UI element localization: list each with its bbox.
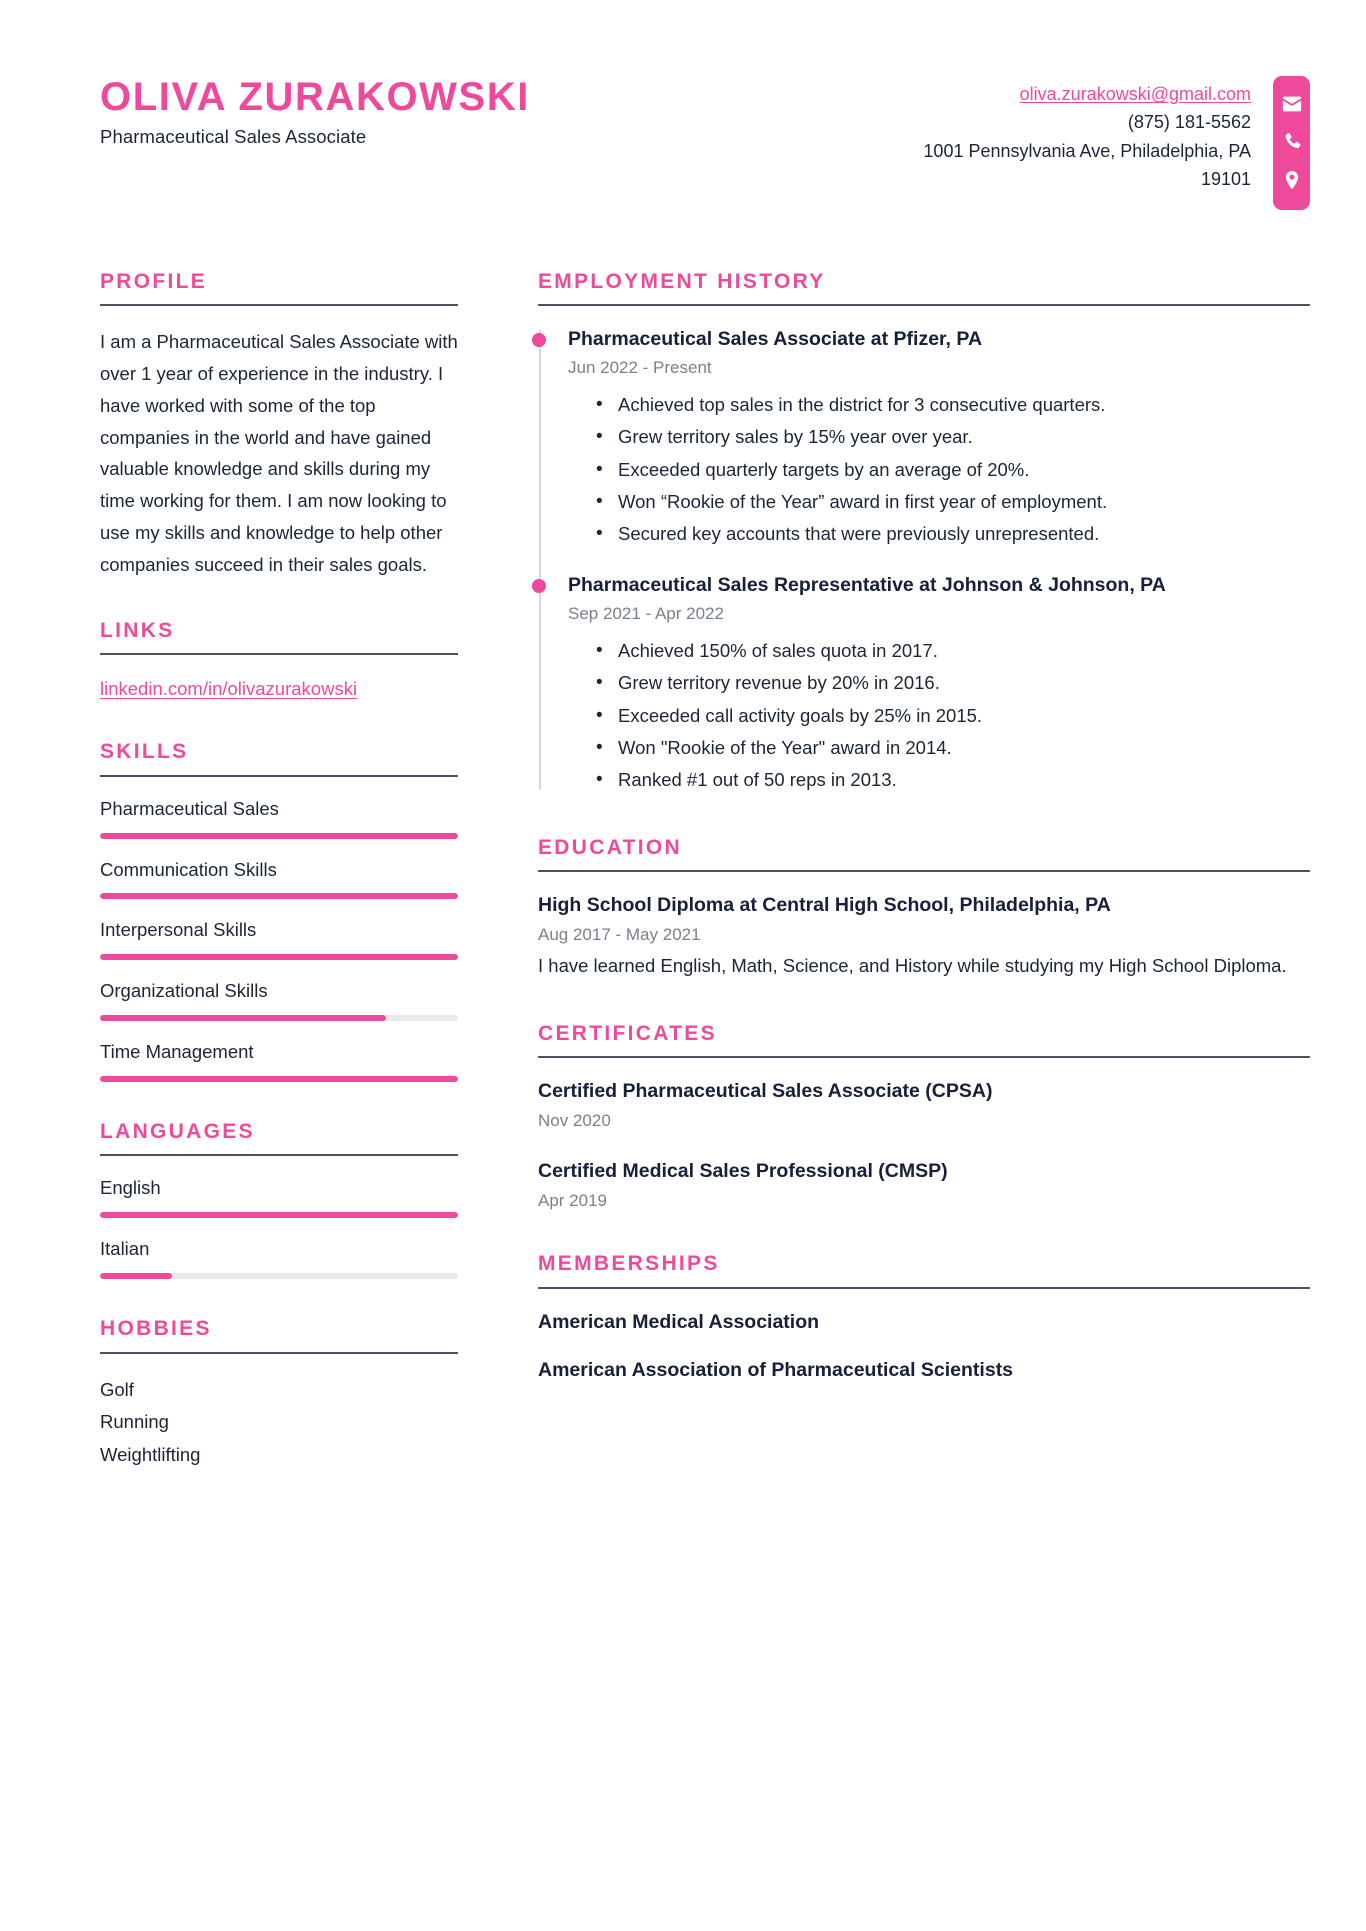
memberships-body bbox=[538, 1289, 1310, 1384]
job-bullet: • Grew territory sales by 15% year over year. bbox=[596, 421, 1310, 453]
list-item: Weightlifting bbox=[100, 1444, 201, 1466]
job-bullet: • Secured key accounts that were previously unrepresented. bbox=[596, 518, 1310, 550]
section-heading-languages: LANGUAGES bbox=[100, 1120, 255, 1144]
language-item bbox=[100, 1176, 458, 1218]
skill-item bbox=[100, 858, 458, 900]
section-profile bbox=[100, 270, 458, 581]
membership-title: American Association of Pharmaceutical Scientists bbox=[538, 1358, 1014, 1381]
skill-bar-fill bbox=[100, 1076, 458, 1082]
section-heading-employment: EMPLOYMENT HISTORY bbox=[538, 270, 826, 293]
certificate-entry bbox=[538, 1158, 1310, 1212]
job-bullet-list bbox=[568, 389, 1310, 550]
section-heading-hobbies: HOBBIES bbox=[100, 1317, 212, 1341]
link-item[interactable]: linkedin.com/in/olivazurakowski bbox=[100, 677, 358, 699]
skill-label: Communication Skills bbox=[100, 858, 277, 880]
language-bar-fill bbox=[100, 1212, 458, 1218]
skill-item bbox=[100, 797, 458, 839]
education-description: I have learned English, Math, Science, and History while studying my High School Diploma. bbox=[538, 955, 1287, 977]
education-entry bbox=[538, 892, 1310, 982]
job-bullet: • Won "Rookie of the Year" award in 2014. bbox=[596, 732, 1310, 764]
certificates-body bbox=[538, 1058, 1310, 1212]
job-bullet: • Exceeded quarterly targets by an average of 20%. bbox=[596, 454, 1310, 486]
contact-details bbox=[923, 62, 1273, 194]
timeline-line bbox=[539, 330, 541, 790]
timeline-dot-icon bbox=[532, 333, 546, 347]
skill-label: Time Management bbox=[100, 1041, 254, 1063]
skill-bar-track bbox=[100, 833, 458, 839]
employment-body bbox=[538, 306, 1310, 796]
education-title: High School Diploma at Central High School, Philadelphia, PA bbox=[538, 894, 1111, 917]
section-certificates bbox=[538, 1022, 1310, 1212]
skill-item bbox=[100, 1040, 458, 1082]
education-date: Aug 2017 - May 2021 bbox=[538, 924, 701, 944]
employment-timeline bbox=[538, 326, 1310, 796]
skill-item bbox=[100, 979, 458, 1021]
certificate-entry bbox=[538, 1078, 1310, 1132]
contact-address-line-2: 19101 bbox=[1200, 169, 1251, 190]
skill-label: Pharmaceutical Sales bbox=[100, 797, 279, 819]
language-label: English bbox=[100, 1177, 161, 1199]
section-heading-memberships: MEMBERSHIPS bbox=[538, 1252, 720, 1276]
section-education bbox=[538, 836, 1310, 982]
section-links bbox=[100, 619, 458, 703]
links-body bbox=[100, 655, 458, 703]
section-memberships bbox=[538, 1252, 1310, 1383]
skill-bar-track bbox=[100, 1076, 458, 1082]
header-contact-block bbox=[923, 62, 1366, 210]
section-heading-certificates: CERTIFICATES bbox=[538, 1022, 717, 1046]
section-heading-skills: SKILLS bbox=[100, 740, 189, 764]
envelope-icon bbox=[1281, 93, 1303, 115]
location-pin-icon bbox=[1281, 169, 1303, 191]
list-item: Golf bbox=[100, 1378, 134, 1400]
certificate-date: Apr 2019 bbox=[538, 1190, 607, 1210]
right-column bbox=[538, 270, 1310, 1421]
certificate-date: Nov 2020 bbox=[538, 1110, 611, 1130]
skill-bar-fill bbox=[100, 1015, 386, 1021]
job-entry bbox=[568, 572, 1310, 796]
list-item: Running bbox=[100, 1411, 169, 1433]
languages-body bbox=[100, 1156, 458, 1279]
page-title: OLIVA ZURAKOWSKI bbox=[100, 75, 531, 119]
job-bullet-list bbox=[568, 635, 1310, 796]
contact-email-line bbox=[923, 80, 1251, 108]
language-bar-track bbox=[100, 1212, 458, 1218]
contact-address-line-1: 1001 Pennsylvania Ave, Philadelphia, PA bbox=[923, 140, 1251, 161]
job-title: Pharmaceutical Sales Representative at Johnson & Johnson, PA bbox=[568, 574, 1166, 597]
left-column bbox=[100, 270, 458, 1510]
job-bullet: • Achieved top sales in the district for 3 consecutive quarters. bbox=[596, 389, 1310, 421]
profile-body bbox=[100, 306, 458, 581]
job-title: Pharmaceutical Sales Associate at Pfizer, PA bbox=[568, 328, 983, 351]
section-heading-profile: PROFILE bbox=[100, 270, 208, 293]
job-date: Jun 2022 - Present bbox=[568, 358, 712, 378]
skill-bar-fill bbox=[100, 833, 458, 839]
language-bar-track bbox=[100, 1273, 458, 1279]
job-bullet: • Achieved 150% of sales quota in 2017. bbox=[596, 635, 1310, 667]
membership-title: American Medical Association bbox=[538, 1310, 820, 1333]
section-employment-history bbox=[538, 270, 1310, 796]
skill-bar-track bbox=[100, 1015, 458, 1021]
hobbies-body bbox=[100, 1354, 458, 1473]
job-bullet: • Won “Rookie of the Year” award in first year of employment. bbox=[596, 486, 1310, 518]
header-identity bbox=[0, 62, 530, 148]
section-heading-links: LINKS bbox=[100, 618, 175, 642]
education-body bbox=[538, 872, 1310, 982]
language-bar-fill bbox=[100, 1273, 172, 1279]
contact-email-link[interactable]: oliva.zurakowski@gmail.com bbox=[1019, 84, 1251, 104]
resume-body bbox=[0, 210, 1366, 1510]
job-date: Sep 2021 - Apr 2022 bbox=[568, 604, 724, 624]
section-hobbies bbox=[100, 1317, 458, 1472]
certificate-title: Certified Medical Sales Professional (CMSP) bbox=[538, 1160, 948, 1183]
skill-label: Interpersonal Skills bbox=[100, 919, 257, 941]
job-bullet: • Ranked #1 out of 50 reps in 2013. bbox=[596, 764, 1310, 796]
contact-phone: (875) 181-5562 bbox=[1127, 112, 1251, 133]
skill-bar-track bbox=[100, 893, 458, 899]
job-bullet: • Grew territory revenue by 20% in 2016. bbox=[596, 667, 1310, 699]
job-entry bbox=[568, 326, 1310, 550]
section-skills bbox=[100, 740, 458, 1082]
language-label: Italian bbox=[100, 1238, 150, 1260]
job-bullet: • Exceeded call activity goals by 25% in 2015. bbox=[596, 700, 1310, 732]
skill-item bbox=[100, 918, 458, 960]
profile-text: I am a Pharmaceutical Sales Associate with over 1 year of experience in the industry. I have worked with some of the top companies in the world and have gained valuable knowledge and skills during my time working for them. I am now looking to use my skills and knowledge to help other companies succeed in their sales goals. bbox=[100, 331, 458, 575]
certificate-title: Certified Pharmaceutical Sales Associate (CPSA) bbox=[538, 1080, 993, 1103]
header-job-title: Pharmaceutical Sales Associate bbox=[100, 126, 367, 148]
skill-label: Organizational Skills bbox=[100, 980, 268, 1002]
timeline-dot-icon bbox=[532, 579, 546, 593]
section-languages bbox=[100, 1120, 458, 1279]
contact-icon-strip bbox=[1273, 76, 1310, 210]
section-heading-education: EDUCATION bbox=[538, 836, 682, 860]
skill-bar-track bbox=[100, 954, 458, 960]
skill-bar-fill bbox=[100, 954, 458, 960]
skill-bar-fill bbox=[100, 893, 458, 899]
skills-body bbox=[100, 777, 458, 1083]
phone-icon bbox=[1281, 131, 1303, 153]
language-item bbox=[100, 1237, 458, 1279]
resume-header bbox=[0, 0, 1366, 210]
